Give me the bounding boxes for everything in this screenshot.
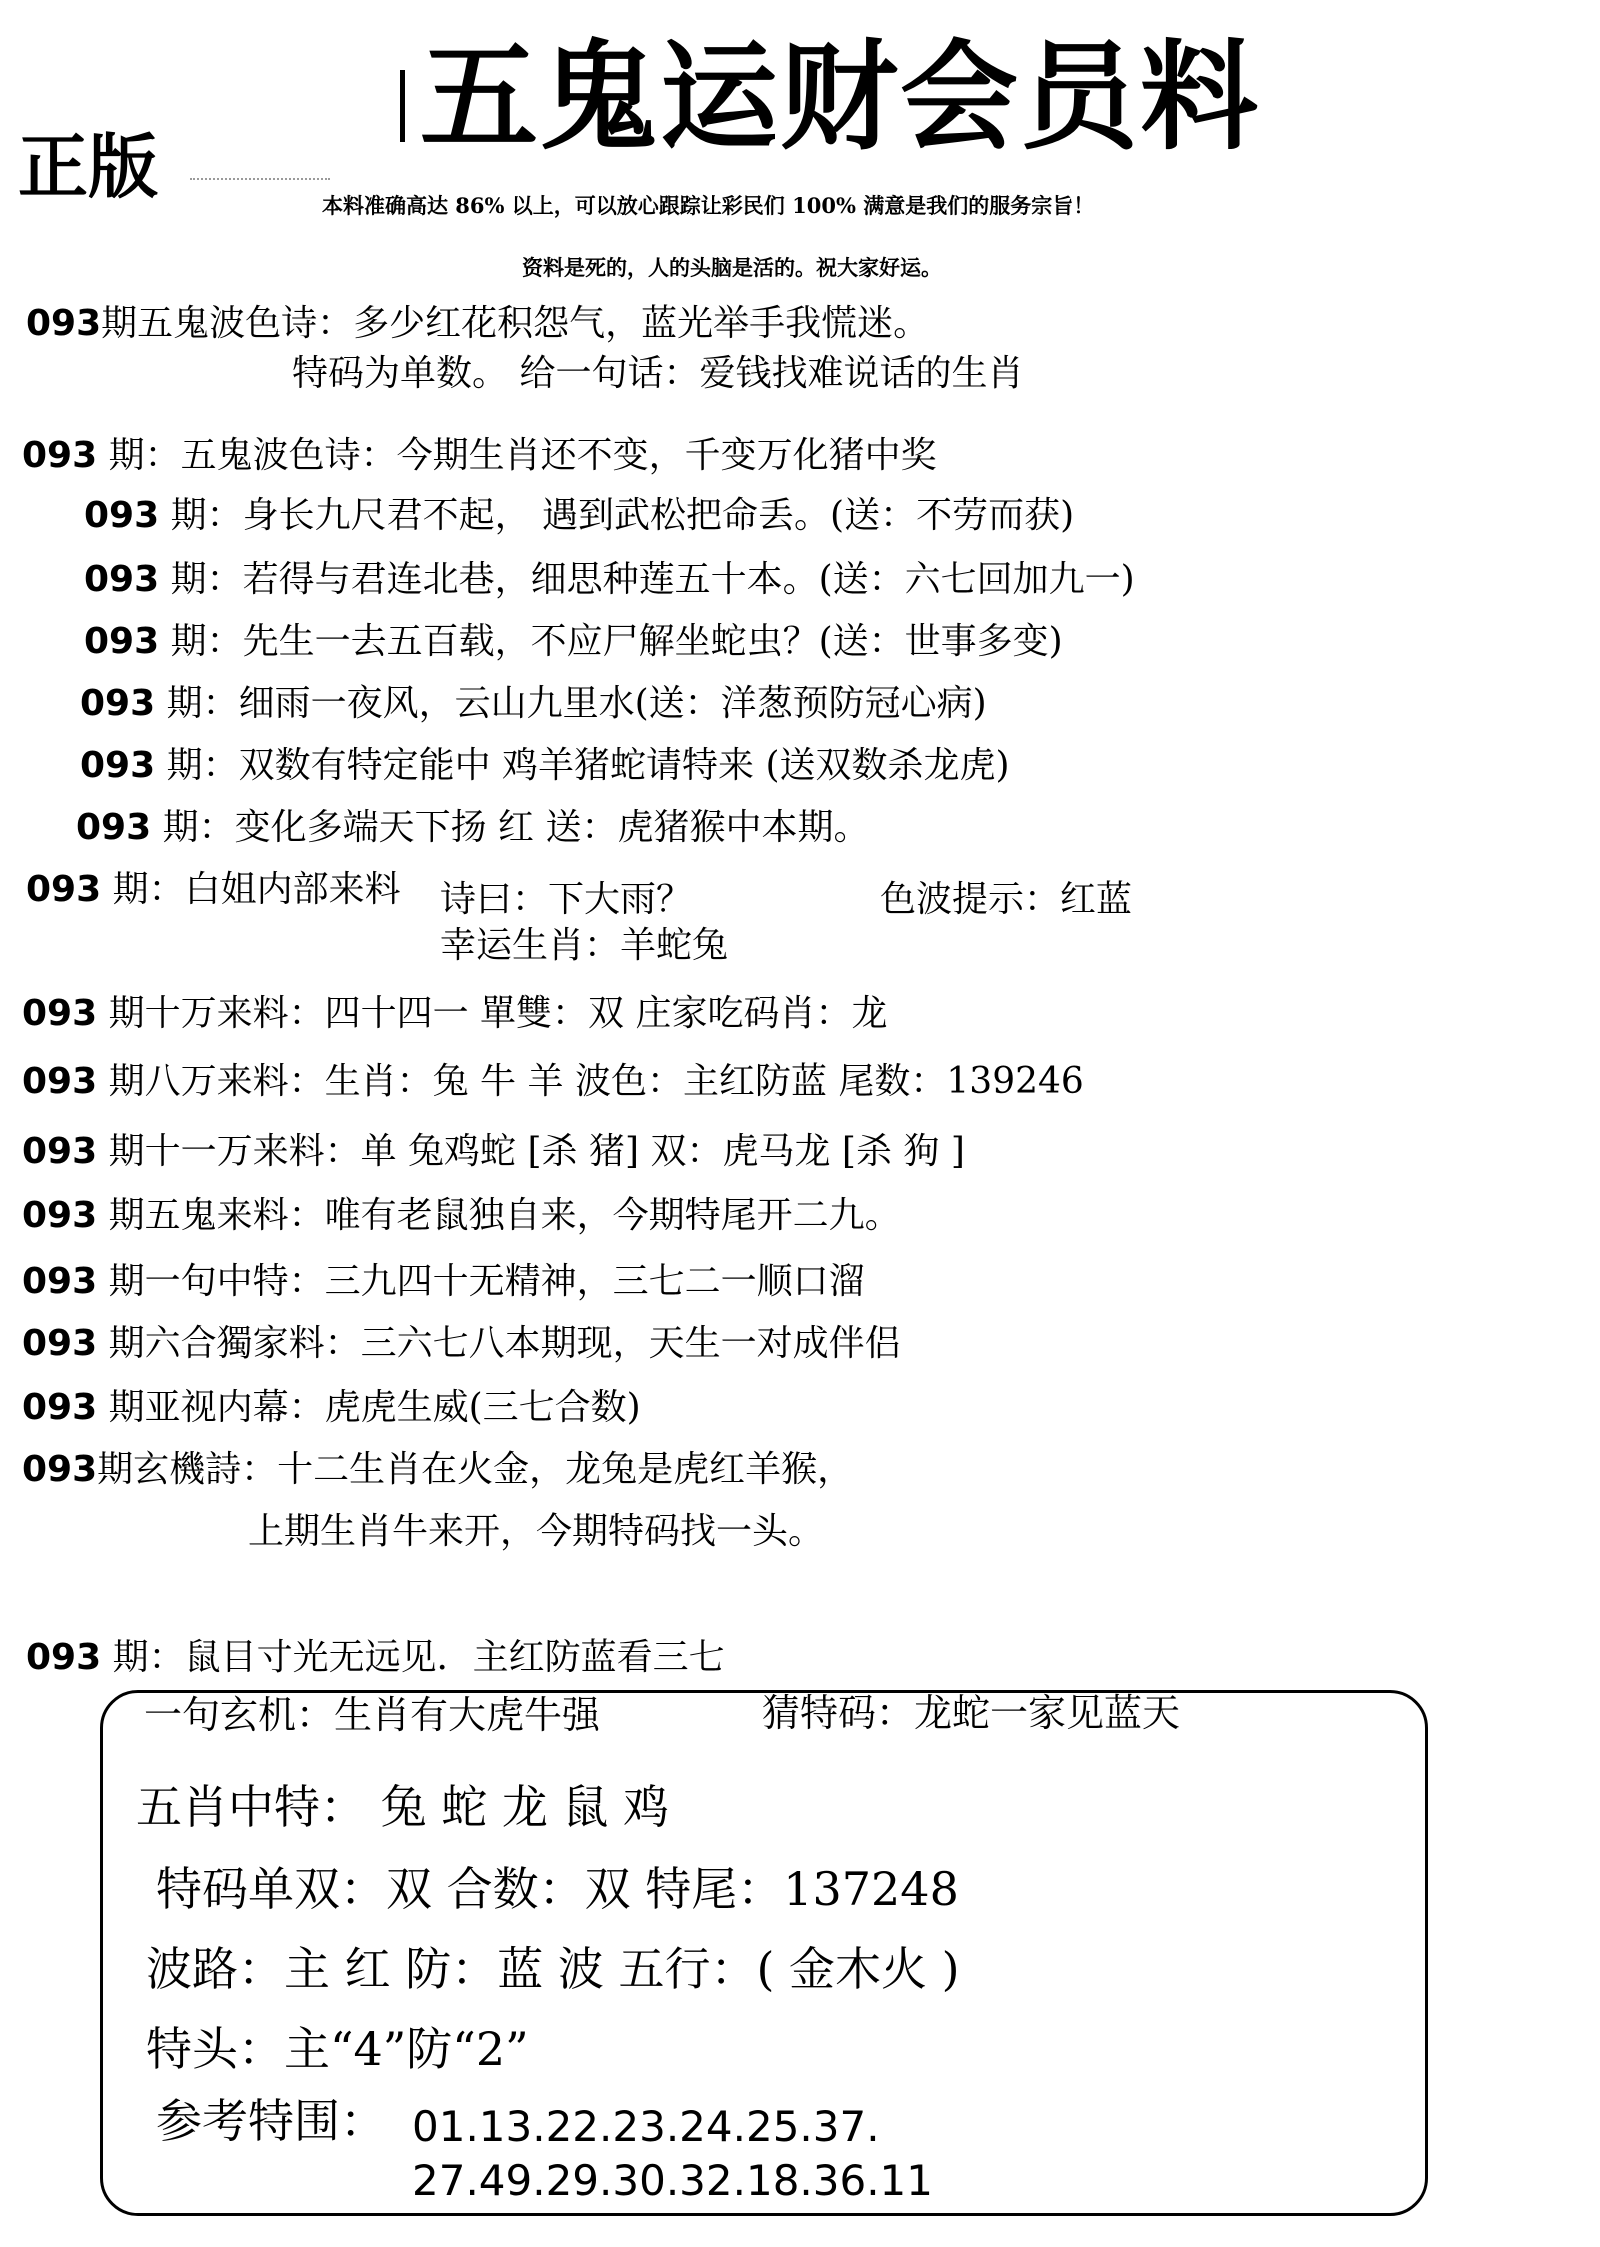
poem-line: 诗曰：下大雨？: [440, 879, 693, 920]
text-line: 093 期八万来料：生肖：兔 牛 羊 波色：主红防蓝 尾数：139246: [22, 1061, 1084, 1102]
text-line: 093 期：若得与君连北巷，细思种莲五十本。(送：六七回加九一): [84, 559, 1135, 600]
text-line: 093 期十一万来料：单 兔鸡蛇 [杀 猪] 双：虎马龙 [杀 狗 ]: [22, 1131, 965, 1172]
text-line: 093 期十万来料：四十四一 單雙：双 庄家吃码肖：龙: [22, 993, 888, 1034]
text-line: 093 期：身长九尺君不起， 遇到武松把命丢。(送：不劳而获): [84, 495, 1075, 536]
wave-line: 波路：主 红 防：蓝 波 五行：( 金木火 ): [146, 1942, 960, 1996]
page-title: 五鬼运财会员料: [420, 27, 1261, 166]
dotted-divider: [190, 178, 330, 180]
text-line: 093 期五鬼来料：唯有老鼠独自来，今期特尾开二九。: [22, 1195, 901, 1236]
odd-even-line: 特码单双：双 合数：双 特尾：137248: [156, 1862, 959, 1916]
riddle-line: 一句玄机：生肖有大虎牛强: [144, 1693, 601, 1737]
text-line: 093 期六合獨家料：三六七八本期现，天生一对成伴侣: [22, 1323, 901, 1364]
text-line: 上期生肖牛来开，今期特码找一头。: [248, 1511, 825, 1552]
text-line: 093 期一句中特：三九四十无精神，三七二一顺口溜: [22, 1261, 865, 1302]
ref-numbers-row-1: 01.13.22.23.24.25.37.: [412, 2102, 880, 2151]
text-line: 093 期：白姐内部来料: [26, 869, 401, 910]
wave-hint: 色波提示：红蓝: [880, 879, 1133, 920]
text-line: 093期玄機詩：十二生肖在火金，龙兔是虎红羊猴，: [22, 1449, 854, 1490]
head-line: 特头：主“4”防“2”: [146, 2022, 529, 2076]
five-zodiac-line: 五肖中特： 兔 蛇 龙 鼠 鸡: [136, 1780, 670, 1834]
text-line: 093 期：鼠目寸光无远见．主红防蓝看三七: [26, 1637, 725, 1678]
text-line: 093期五鬼波色诗：多少红花积怨气，蓝光举手我慌迷。: [26, 303, 930, 344]
text-line: 093 期：双数有特定能中 鸡羊猪蛇请特来 (送双数杀龙虎): [80, 745, 1010, 786]
ref-numbers-row-2: 27.49.29.30.32.18.36.11: [412, 2156, 934, 2205]
lucky-zodiac: 幸运生肖：羊蛇兔: [440, 925, 729, 966]
title-bar-decoration: [400, 70, 405, 142]
tagline-luck: 资料是死的，人的头脑是活的。祝大家好运。: [522, 255, 942, 280]
text-line: 093 期亚视内幕：虎虎生威(三七合数): [22, 1387, 641, 1428]
text-line: 093 期：细雨一夜风，云山九里水(送：洋葱预防冠心病): [80, 683, 987, 724]
text-line: 093 期：五鬼波色诗：今期生肖还不变，千变万化猪中奖: [22, 435, 937, 476]
tagline-accuracy: 本料准确高达 86% 以上，可以放心跟踪让彩民们 100% 满意是我们的服务宗旨！: [322, 193, 1095, 218]
text-line: 093 期：变化多端天下扬 红 送：虎猪猴中本期。: [76, 807, 870, 848]
text-line: 093 期：先生一去五百载，不应尸解坐蛇虫？(送：世事多变): [84, 621, 1063, 662]
edition-label: 正版: [18, 125, 158, 208]
guess-line: 猜特码：龙蛇一家见蓝天: [762, 1691, 1181, 1735]
text-line: 特码为单数。 给一句话：爱钱找难说话的生肖: [292, 353, 1024, 394]
ref-label: 参考特围：: [156, 2094, 386, 2148]
